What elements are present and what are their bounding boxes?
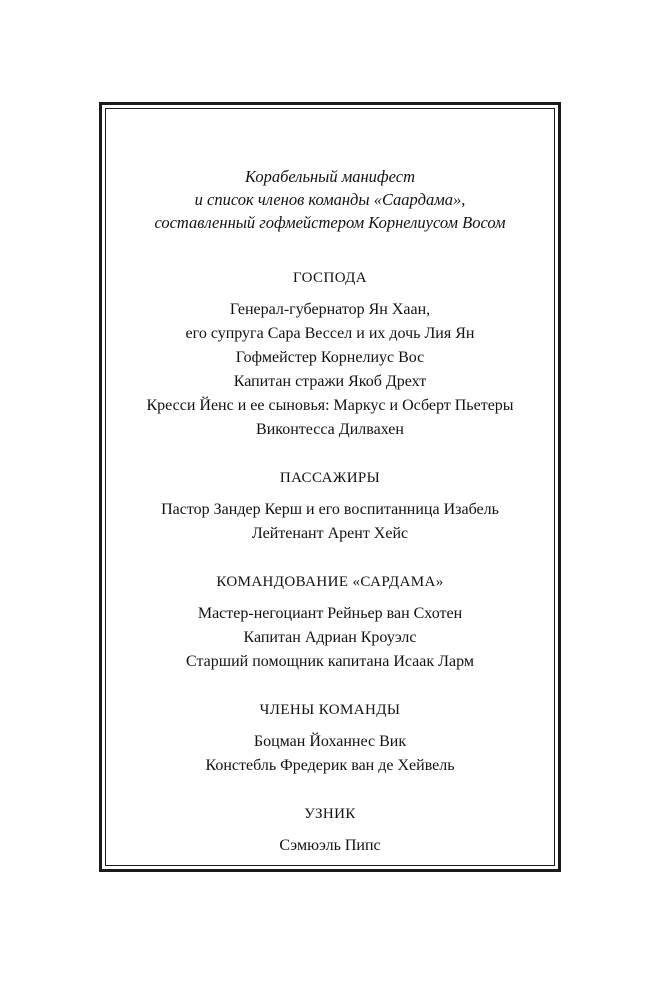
manifest-entry: Лейтенант Арент Хейс [251,525,409,542]
section-passengers [106,468,554,546]
manifest-entry: Старший помощник капитана Исаак Ларм [186,653,474,670]
manifest-entry: его супруга Сара Вессел и их дочь Лия Ян [185,325,475,342]
section-heading: УЗНИК [304,806,356,822]
manifest-entry: Констебль Фредерик ван де Хейвель [205,757,455,774]
page-frame [99,102,561,872]
intro-line: составленный гофмейстером Корнелиусом Восом [154,213,506,232]
manifest-entry: Капитан стражи Якоб Дрехт [233,373,427,390]
section-heading: КОМАНДОВАНИЕ «САРДАМА» [216,574,444,590]
manifest-entry: Пастор Зандер Керш и его воспитанница Изабель [161,501,499,518]
section-heading: ГОСПОДА [292,270,368,286]
manifest-intro [106,165,554,234]
section-command [106,572,554,674]
section-gentry [106,268,554,442]
section-crew [106,700,554,778]
page-frame-inner [105,108,555,866]
section-heading: ЧЛЕНЫ КОМАНДЫ [259,702,401,718]
intro-line: и список членов команды «Саардама», [194,190,466,209]
manifest-entry: Боцман Йоханнес Вик [253,733,407,750]
manifest-entry: Гофмейстер Корнелиус Вос [235,349,425,366]
manifest-content [106,165,554,884]
manifest-entry: Виконтесса Дилвахен [256,421,404,438]
intro-line: Корабельный манифест [244,167,415,186]
section-heading: ПАССАЖИРЫ [279,470,381,486]
manifest-entry: Генерал-губернатор Ян Хаан, [229,301,431,318]
manifest-entry: Капитан Адриан Кроуэлс [243,629,417,646]
section-prisoner [106,804,554,858]
manifest-entry: Кресси Йенс и ее сыновья: Маркус и Осберт Пьетеры [146,397,514,414]
manifest-entry: Мастер-негоциант Рейньер ван Схотен [197,605,463,622]
manifest-entry: Сэмюэль Пипс [279,837,381,854]
